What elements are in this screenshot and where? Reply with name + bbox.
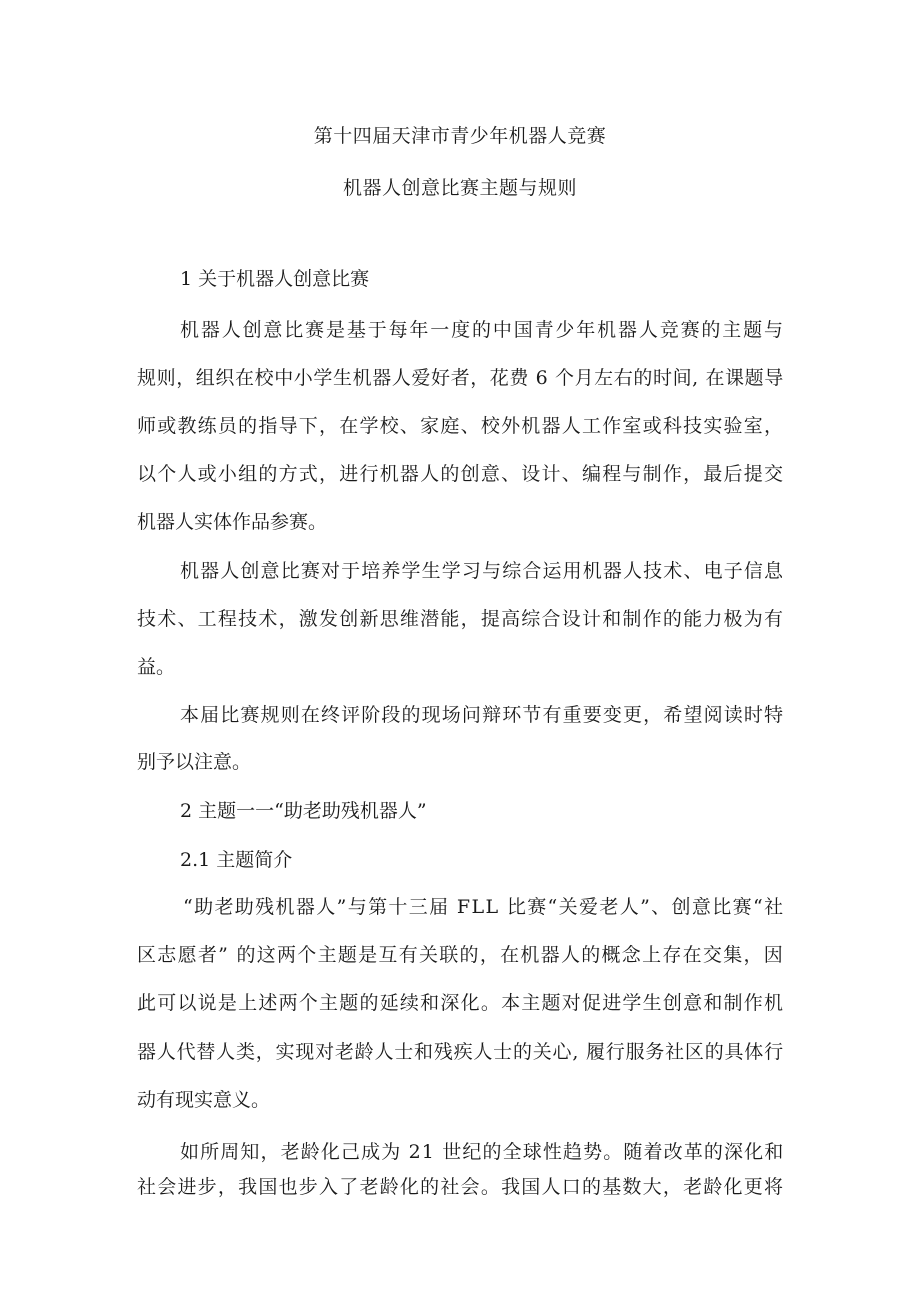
paragraph-line: 社会进步，我国也步入了老龄化的社会。我国人口的基数大，老龄化更将: [137, 1176, 785, 1198]
paragraph-line: 本届比赛规则在终评阶段的现场问辩环节有重要变更，希望阅读时特: [180, 704, 785, 726]
paragraph-line: 区志愿者” 的这两个主题是互有关联的，在机器人的概念上存在交集，因: [137, 944, 785, 966]
paragraph-line: 别予以注意。: [137, 751, 252, 773]
paragraph-line: 器人代替人类，实现对老龄人士和残疾人士的关心, 履行服务社区的具体行: [137, 1041, 784, 1063]
document-title: 第十四届天津市青少年机器人竞赛: [313, 125, 607, 147]
paragraph-line: 机器人实体作品参赛。: [137, 511, 328, 533]
section-1-heading: 1 关于机器人创意比赛: [180, 268, 370, 290]
paragraph-line: “助老助残机器人”与第十三届 FLL 比赛“关爱老人”、创意比赛“社: [183, 896, 785, 918]
paragraph-line: 如所周知，老龄化己成为 21 世纪的全球性趋势。随着改革的深化和: [180, 1141, 785, 1163]
paragraph-line: 机器人创意比赛对于培养学生学习与综合运用机器人技术、电子信息: [180, 560, 785, 582]
section-2-heading: 2 主题一一“助老助残机器人”: [180, 800, 427, 822]
paragraph-line: 动有现实意义。: [137, 1089, 271, 1111]
document-subtitle: 机器人创意比赛主题与规则: [342, 177, 577, 199]
paragraph-line: 师或教练员的指导下，在学校、家庭、校外机器人工作室或科技实验室，: [137, 415, 785, 437]
paragraph-line: 以个人或小组的方式，进行机器人的创意、设计、编程与制作，最后提交: [137, 463, 785, 485]
paragraph-line: 机器人创意比赛是基于每年一度的中国青少年机器人竞赛的主题与: [180, 319, 785, 341]
section-2-1-heading: 2.1 主题简介: [180, 849, 293, 871]
paragraph-line: 技术、工程技术，激发创新思维潜能，提高综合设计和制作的能力极为有: [137, 608, 785, 630]
paragraph-line: 益。: [137, 656, 176, 678]
paragraph-line: 规则，组织在校中小学生机器人爱好者，花费 6 个月左右的时间, 在课题导: [137, 367, 784, 389]
paragraph-line: 此可以说是上述两个主题的延续和深化。本主题对促进学生创意和制作机: [137, 992, 785, 1014]
